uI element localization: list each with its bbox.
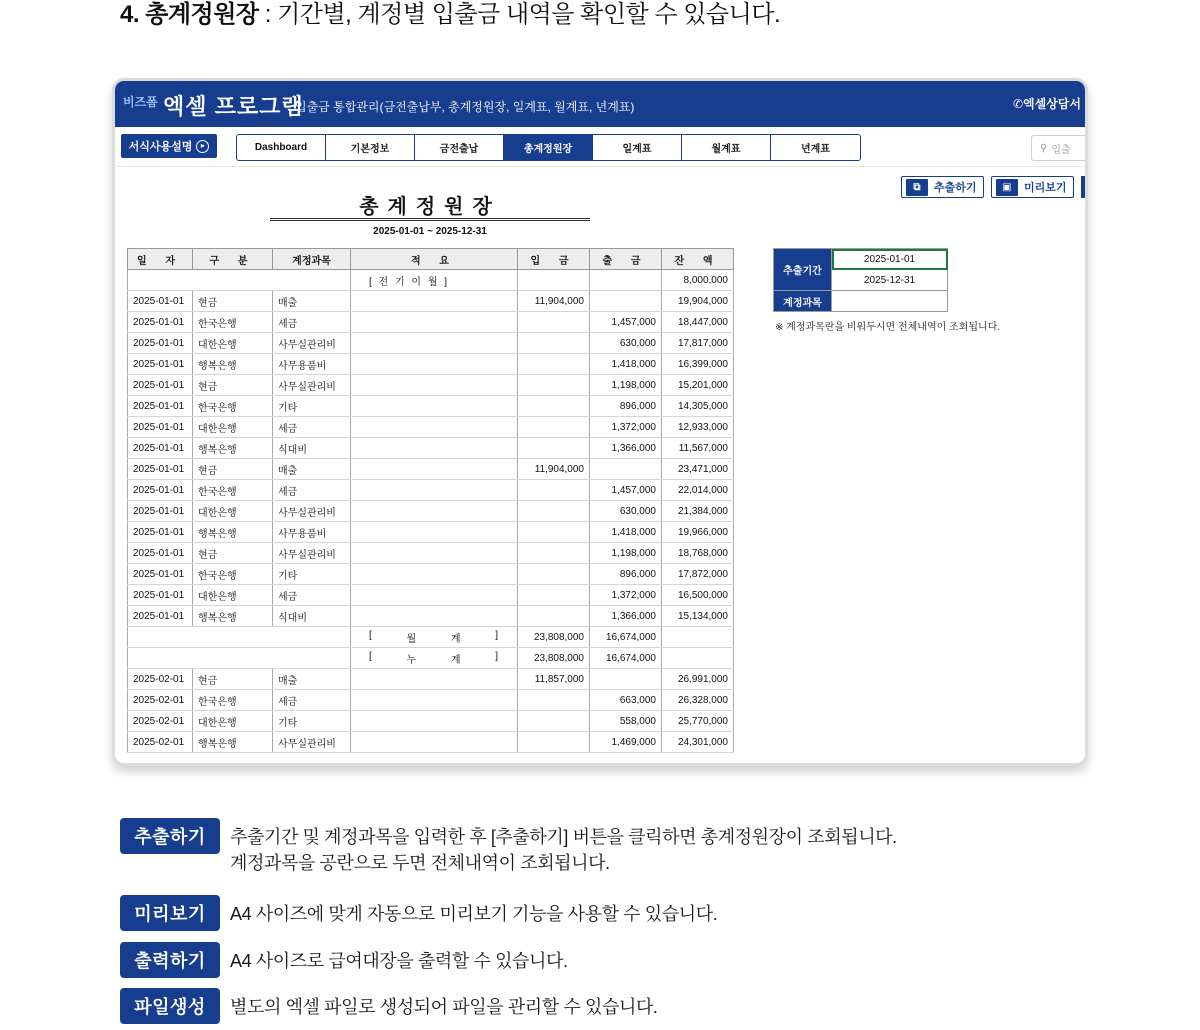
table-row — [128, 375, 734, 396]
table-cell: 행복은행 — [193, 438, 273, 459]
table-cell: 11,904,000 — [518, 459, 590, 480]
table-cell — [351, 585, 518, 606]
table-row — [128, 291, 734, 312]
start-date-input[interactable]: 2025-01-01 — [832, 249, 948, 270]
table-cell — [351, 291, 518, 312]
feature-badge: 추출하기 — [120, 818, 220, 854]
extract-icon: ⧉ — [906, 179, 928, 196]
table-cell: 매출 — [273, 669, 351, 690]
table-row — [128, 312, 734, 333]
phone-icon: ✆ — [1012, 97, 1024, 111]
table-cell — [518, 732, 590, 753]
table-cell — [351, 543, 518, 564]
table-cell: 15,134,000 — [662, 606, 734, 627]
summary-label — [351, 648, 518, 669]
table-row — [128, 354, 734, 375]
period-label: 추출기간 — [774, 249, 832, 291]
table-row — [128, 711, 734, 732]
table-cell: 사무용품비 — [273, 354, 351, 375]
section-title: 4. 총계정원장 — [120, 1, 259, 28]
col-date: 일 자 — [128, 249, 193, 270]
guide-button[interactable] — [121, 134, 217, 158]
table-cell: 2025-01-01 — [128, 585, 193, 606]
table-cell — [351, 669, 518, 690]
table-cell: 2025-01-01 — [128, 291, 193, 312]
table-row — [128, 669, 734, 690]
toolbar — [115, 127, 1085, 167]
table-cell: 한국은행 — [193, 690, 273, 711]
table-cell — [518, 501, 590, 522]
feature-description — [230, 901, 717, 927]
table-cell: 1,198,000 — [590, 543, 662, 564]
filter-panel — [773, 248, 948, 312]
search-placeholder: 입출 — [1051, 144, 1071, 156]
table-cell — [128, 627, 351, 648]
table-cell: 23,471,000 — [662, 459, 734, 480]
table-cell — [351, 354, 518, 375]
table-cell: 2025-02-01 — [128, 669, 193, 690]
table-cell: 사무실관리비 — [273, 501, 351, 522]
table-cell: 2025-01-01 — [128, 396, 193, 417]
table-cell: 630,000 — [590, 333, 662, 354]
table-row — [128, 522, 734, 543]
summary-label-part: 계 — [450, 654, 462, 666]
table-row — [128, 396, 734, 417]
table-cell: 2025-01-01 — [128, 375, 193, 396]
tab-4[interactable]: 일계표 — [593, 135, 682, 160]
table-cell: 663,000 — [590, 690, 662, 711]
filter-note: ※ 계정과목란을 비워두시면 전체내역이 조회됩니다. — [775, 322, 1001, 333]
table-cell: 현금 — [193, 291, 273, 312]
table-cell: 16,500,000 — [662, 585, 734, 606]
table-cell: 17,817,000 — [662, 333, 734, 354]
table-row — [128, 459, 734, 480]
table-row — [128, 564, 734, 585]
table-cell: 1,418,000 — [590, 354, 662, 375]
table-cell: 사무용품비 — [273, 522, 351, 543]
table-cell — [518, 690, 590, 711]
table-cell: 사무실관리비 — [273, 543, 351, 564]
table-row — [128, 333, 734, 354]
table-cell: 26,328,000 — [662, 690, 734, 711]
table-cell: 2025-01-01 — [128, 480, 193, 501]
table-cell: 행복은행 — [193, 354, 273, 375]
table-cell: 1,372,000 — [590, 417, 662, 438]
table-cell: 매출 — [273, 459, 351, 480]
search-icon: ⚲ — [1040, 142, 1048, 154]
preview-button[interactable] — [991, 176, 1074, 198]
table-cell — [351, 606, 518, 627]
table-row — [128, 543, 734, 564]
guide-button-label: 서식사용설명 — [128, 141, 193, 153]
table-cell: 8,000,000 — [662, 270, 734, 291]
table-row — [128, 732, 734, 753]
summary-label-text — [369, 630, 499, 645]
table-cell: 1,372,000 — [590, 585, 662, 606]
brand-title: 엑셀 프로그램 — [163, 94, 304, 119]
table-cell — [518, 312, 590, 333]
table-cell: 22,014,000 — [662, 480, 734, 501]
table-cell: 2025-01-01 — [128, 501, 193, 522]
table-cell: 매출 — [273, 291, 351, 312]
table-cell: 21,384,000 — [662, 501, 734, 522]
table-cell — [351, 690, 518, 711]
table-cell: 한국은행 — [193, 480, 273, 501]
table-cell: 대한은행 — [193, 333, 273, 354]
table-cell: 15,201,000 — [662, 375, 734, 396]
document-title: 총계정원장 — [359, 196, 501, 218]
table-cell — [590, 270, 662, 291]
table-cell: 1,457,000 — [590, 312, 662, 333]
table-cell: 2025-02-01 — [128, 690, 193, 711]
tab-0[interactable]: Dashboard — [237, 135, 326, 160]
table-cell — [351, 564, 518, 585]
feature-badge: 파일생성 — [120, 988, 220, 1024]
table-cell: 23,808,000 — [518, 627, 590, 648]
table-row — [128, 501, 734, 522]
end-date-input[interactable]: 2025-12-31 — [832, 270, 948, 291]
table-cell: 18,447,000 — [662, 312, 734, 333]
table-cell — [662, 627, 734, 648]
table-cell: 19,966,000 — [662, 522, 734, 543]
col-deposit: 입 금 — [518, 249, 590, 270]
ledger-table — [127, 248, 734, 753]
col-balance: 잔 액 — [662, 249, 734, 270]
table-cell — [518, 564, 590, 585]
ledger-header-row — [128, 249, 734, 270]
title-underline — [270, 218, 590, 221]
table-row — [128, 417, 734, 438]
table-cell: 2025-01-01 — [128, 564, 193, 585]
table-cell — [351, 732, 518, 753]
table-cell: 1,457,000 — [590, 480, 662, 501]
document-period: 2025-01-01 ~ 2025-12-31 — [373, 226, 487, 237]
table-cell: 2025-01-01 — [128, 459, 193, 480]
feature-description — [230, 994, 658, 1020]
feature-line: A4 사이즈에 맞게 자동으로 미리보기 기능을 사용할 수 있습니다. — [230, 904, 718, 924]
account-input[interactable] — [832, 291, 948, 312]
table-cell — [590, 291, 662, 312]
table-cell: 행복은행 — [193, 522, 273, 543]
table-cell: 행복은행 — [193, 732, 273, 753]
table-cell: 식대비 — [273, 606, 351, 627]
table-row — [128, 585, 734, 606]
table-cell: 26,991,000 — [662, 669, 734, 690]
table-cell: 현금 — [193, 543, 273, 564]
table-cell: 세금 — [273, 690, 351, 711]
feature-badge: 미리보기 — [120, 895, 220, 931]
section-heading — [120, 0, 780, 34]
table-cell: 25,770,000 — [662, 711, 734, 732]
table-cell — [518, 543, 590, 564]
table-cell: 1,198,000 — [590, 375, 662, 396]
table-cell: 1,469,000 — [590, 732, 662, 753]
table-cell: 기타 — [273, 564, 351, 585]
table-cell — [351, 711, 518, 732]
feature-badge: 출력하기 — [120, 942, 220, 978]
table-cell: 사무실관리비 — [273, 333, 351, 354]
table-row — [128, 606, 734, 627]
summary-label-part: 누 — [406, 654, 418, 666]
table-row — [128, 438, 734, 459]
summary-label-part: ] — [495, 650, 499, 662]
table-cell: 896,000 — [590, 564, 662, 585]
table-cell: 2025-01-01 — [128, 417, 193, 438]
app-subtitle: 입출금 통합관리(금전출납부, 총계정원장, 일계표, 월계표, 년계표) — [295, 100, 635, 114]
table-cell: 한국은행 — [193, 564, 273, 585]
table-cell: 17,872,000 — [662, 564, 734, 585]
table-cell: 1,418,000 — [590, 522, 662, 543]
table-cell — [518, 375, 590, 396]
table-cell — [351, 417, 518, 438]
feature-line: 계정과목을 공란으로 두면 전체내역이 조회됩니다. — [230, 853, 610, 873]
summary-row — [128, 627, 734, 648]
table-cell — [518, 417, 590, 438]
table-cell — [518, 606, 590, 627]
table-cell: 2025-01-01 — [128, 333, 193, 354]
table-cell: 14,305,000 — [662, 396, 734, 417]
table-cell: 식대비 — [273, 438, 351, 459]
table-cell — [351, 438, 518, 459]
table-cell — [518, 585, 590, 606]
feature-line: A4 사이즈로 급여대장을 출력할 수 있습니다. — [230, 951, 568, 971]
table-cell — [518, 270, 590, 291]
summary-label-part: [ — [369, 629, 373, 641]
table-cell: 2025-02-01 — [128, 711, 193, 732]
table-row — [128, 480, 734, 501]
table-cell: 세금 — [273, 585, 351, 606]
table-cell — [518, 354, 590, 375]
table-cell: 현금 — [193, 669, 273, 690]
table-cell: 11,904,000 — [518, 291, 590, 312]
col-type: 구 분 — [193, 249, 273, 270]
summary-label-text — [369, 651, 499, 666]
feature-description — [230, 824, 897, 876]
extract-button-label: 추출하기 — [934, 182, 977, 194]
table-cell: 2025-01-01 — [128, 522, 193, 543]
tab-2[interactable]: 금전출납 — [415, 135, 504, 160]
table-cell: 세금 — [273, 480, 351, 501]
table-cell — [518, 480, 590, 501]
summary-label-part: 계 — [450, 633, 462, 645]
table-cell: 16,399,000 — [662, 354, 734, 375]
table-cell — [518, 396, 590, 417]
summary-label-part: 월 — [406, 633, 418, 645]
table-cell: 대한은행 — [193, 585, 273, 606]
table-cell — [518, 333, 590, 354]
table-cell: 24,301,000 — [662, 732, 734, 753]
summary-label-text: [ 전 기 이 월 ] — [369, 276, 450, 288]
table-cell — [351, 312, 518, 333]
table-cell: 대한은행 — [193, 711, 273, 732]
tab-1[interactable]: 기본정보 — [326, 135, 415, 160]
sheet-area — [115, 168, 1085, 766]
table-cell — [351, 375, 518, 396]
table-cell: 기타 — [273, 711, 351, 732]
table-cell: 2025-01-01 — [128, 354, 193, 375]
table-cell: 한국은행 — [193, 312, 273, 333]
search-input[interactable] — [1031, 135, 1088, 161]
chevron-right-circle-icon: ▸ — [196, 140, 209, 153]
table-cell: 사무실관리비 — [273, 732, 351, 753]
section-description: : 기간별, 계정별 입출금 내역을 확인할 수 있습니다. — [258, 1, 781, 28]
table-cell — [351, 459, 518, 480]
table-cell: 16,674,000 — [590, 648, 662, 669]
summary-label-part: [ — [369, 650, 373, 662]
consult-label: 엑셀상담서 — [1023, 97, 1081, 111]
title-bar — [115, 81, 1085, 127]
table-cell: 630,000 — [590, 501, 662, 522]
tab-6[interactable]: 년계표 — [771, 135, 860, 160]
table-cell: 행복은행 — [193, 606, 273, 627]
table-cell — [351, 501, 518, 522]
monitor-icon: ▣ — [996, 179, 1018, 196]
table-cell: 한국은행 — [193, 396, 273, 417]
table-cell: 23,808,000 — [518, 648, 590, 669]
extract-button[interactable] — [901, 176, 984, 198]
table-cell — [590, 669, 662, 690]
nav-tabs — [236, 134, 861, 161]
table-cell: 12,933,000 — [662, 417, 734, 438]
table-cell: 16,674,000 — [590, 627, 662, 648]
feature-line: 추출기간 및 계정과목을 입력한 후 [추출하기] 버튼을 클릭하면 총계정원장이 조회됩니다. — [230, 827, 897, 847]
table-row — [128, 690, 734, 711]
table-cell: 대한은행 — [193, 417, 273, 438]
summary-row — [128, 270, 734, 291]
feature-description — [230, 948, 568, 974]
summary-label — [351, 270, 518, 291]
table-cell: 18,768,000 — [662, 543, 734, 564]
table-cell — [518, 522, 590, 543]
table-cell: 세금 — [273, 312, 351, 333]
table-cell: 기타 — [273, 396, 351, 417]
table-cell — [518, 711, 590, 732]
table-cell: 세금 — [273, 417, 351, 438]
summary-label — [351, 627, 518, 648]
table-cell: 현금 — [193, 459, 273, 480]
table-cell: 사무실관리비 — [273, 375, 351, 396]
table-cell — [351, 333, 518, 354]
account-label: 계정과목 — [774, 291, 832, 312]
preview-button-label: 미리보기 — [1024, 182, 1067, 194]
table-cell: 2025-01-01 — [128, 438, 193, 459]
summary-label-part: ] — [495, 629, 499, 641]
table-cell — [662, 648, 734, 669]
table-cell: 2025-01-01 — [128, 543, 193, 564]
col-memo: 적 요 — [351, 249, 518, 270]
table-cell: 11,567,000 — [662, 438, 734, 459]
table-cell — [351, 522, 518, 543]
table-cell — [351, 480, 518, 501]
table-cell — [518, 438, 590, 459]
col-withdraw: 출 금 — [590, 249, 662, 270]
table-cell: 2025-01-01 — [128, 312, 193, 333]
table-cell — [128, 648, 351, 669]
table-cell: 2025-02-01 — [128, 732, 193, 753]
table-cell: 1,366,000 — [590, 438, 662, 459]
table-cell: 대한은행 — [193, 501, 273, 522]
feature-line: 별도의 엑셀 파일로 생성되어 파일을 관리할 수 있습니다. — [230, 997, 658, 1017]
table-cell: 2025-01-01 — [128, 606, 193, 627]
app-window — [112, 78, 1088, 766]
tab-3[interactable]: 총계정원장 — [504, 135, 593, 160]
summary-row — [128, 648, 734, 669]
table-cell: 558,000 — [590, 711, 662, 732]
print-button-partial[interactable] — [1081, 176, 1088, 198]
table-cell — [590, 459, 662, 480]
table-cell: 현금 — [193, 375, 273, 396]
consult-link[interactable] — [1013, 95, 1081, 112]
table-cell: 896,000 — [590, 396, 662, 417]
tab-5[interactable]: 월계표 — [682, 135, 771, 160]
table-cell: 1,366,000 — [590, 606, 662, 627]
brand-logo-small: 비즈폼 — [123, 95, 158, 109]
table-cell — [351, 396, 518, 417]
table-cell: 19,904,000 — [662, 291, 734, 312]
col-account: 계정과목 — [273, 249, 351, 270]
table-cell: 11,857,000 — [518, 669, 590, 690]
table-cell — [128, 270, 351, 291]
